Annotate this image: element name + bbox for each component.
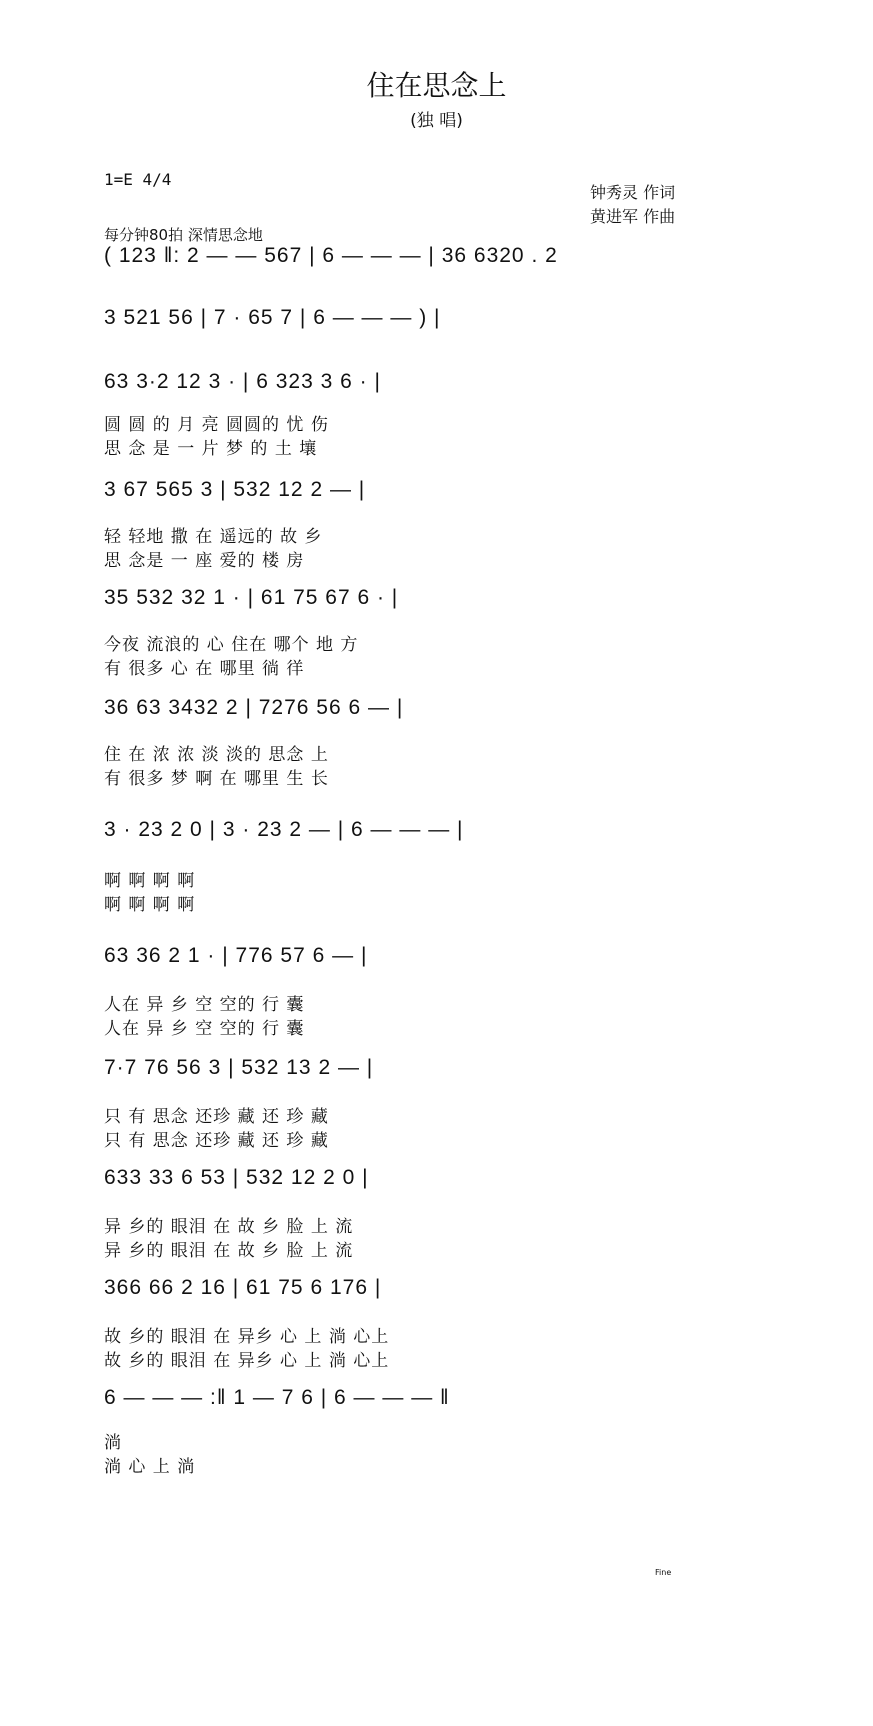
lyric-line: 异 乡的 眼泪 在 故 乡 脸 上 流 <box>104 1241 354 1261</box>
lyric-line: 人在 异 乡 空 空的 行 囊 <box>104 995 305 1015</box>
lyric-line: 故 乡的 眼泪 在 异乡 心 上 淌 心上 <box>104 1351 390 1371</box>
notation-text: 633 33 6 53 | 532 12 2 0 | <box>104 1166 369 1189</box>
lyric-line: 圆 圆 的 月 亮 圆圆的 忧 伤 <box>104 415 329 435</box>
lyric-line: 思 念是 一 座 爱的 楼 房 <box>104 551 305 571</box>
notation-text: 3 67 565 3 | 532 12 2 — | <box>104 478 366 501</box>
notation-text: 3 · 23 2 0 | 3 · 23 2 — | 6 — — — | <box>104 818 464 841</box>
lyric-line: 有 很多 心 在 哪里 徜 徉 <box>104 659 305 679</box>
lyric-line: 淌 <box>104 1433 122 1453</box>
fine-label: Fine <box>655 1568 672 1577</box>
notation-text: 35 532 32 1 · | 61 75 67 6 · | <box>104 586 399 609</box>
lyric-line: 轻 轻地 撒 在 遥远的 故 乡 <box>104 527 323 547</box>
lyric-line: 只 有 思念 还珍 藏 还 珍 藏 <box>104 1107 329 1127</box>
lyric-line: 只 有 思念 还珍 藏 还 珍 藏 <box>104 1131 329 1151</box>
lyric-line: 住 在 浓 浓 淡 淡的 思念 上 <box>104 745 329 765</box>
lyricist-credit: 钟秀灵 作词 <box>590 183 676 202</box>
lyric-line: 今夜 流浪的 心 住在 哪个 地 方 <box>104 635 359 655</box>
lyric-line: 人在 异 乡 空 空的 行 囊 <box>104 1019 305 1039</box>
notation-text: 63 36 2 1 · | 776 57 6 — | <box>104 944 368 967</box>
notation-line <box>104 1386 764 1446</box>
lyric-line: 啊 啊 啊 啊 <box>104 895 196 915</box>
lyric-line: 淌 心 上 淌 <box>104 1457 196 1477</box>
lyric-line: 思 念 是 一 片 梦 的 土 壤 <box>104 439 318 459</box>
song-title: 住在思念上 <box>366 69 507 102</box>
notation-text: 3 521 56 | 7 · 65 7 | 6 — — — ) | <box>104 306 441 329</box>
notation-text: 366 66 2 16 | 61 75 6 176 | <box>104 1276 382 1299</box>
lyric-line: 异 乡的 眼泪 在 故 乡 脸 上 流 <box>104 1217 354 1237</box>
notation-text: 7·7 76 56 3 | 532 13 2 — | <box>104 1056 374 1079</box>
notation-text: ( 123 ‖: 2 — — 567 | 6 — — — | 36 6320 . 2 <box>104 244 558 267</box>
lyric-line: 啊 啊 啊 啊 <box>104 871 196 891</box>
lyric-line: 故 乡的 眼泪 在 异乡 心 上 淌 心上 <box>104 1327 390 1347</box>
notation-text: 36 63 3432 2 | 7276 56 6 — | <box>104 696 404 719</box>
tempo-marking: 每分钟80拍 深情思念地 <box>104 226 263 244</box>
notation-line <box>104 306 764 366</box>
notation-line <box>104 244 764 304</box>
lyric-line: 有 很多 梦 啊 在 哪里 生 长 <box>104 769 329 789</box>
composer-credit: 黄进军 作曲 <box>590 207 676 226</box>
key-signature: 1=E 4/4 <box>104 170 172 189</box>
song-subtitle: (独 唱) <box>410 111 463 131</box>
notation-text: 63 3·2 12 3 · | 6 323 3 6 · | <box>104 370 381 393</box>
notation-line <box>104 818 764 878</box>
notation-text: 6 — — — :‖ 1 — 7 6 | 6 — — — ‖ <box>104 1386 450 1409</box>
